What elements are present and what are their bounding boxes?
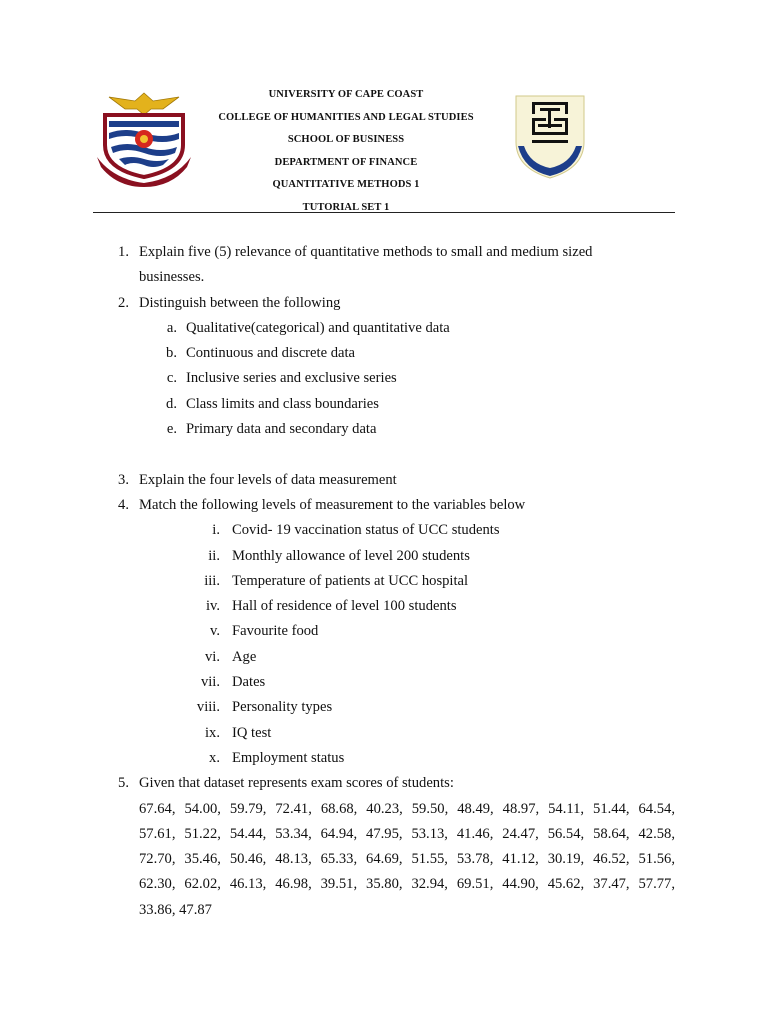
list-marker: iv.	[205, 598, 220, 615]
header-title-block	[200, 84, 492, 220]
list-item	[0, 746, 768, 771]
header-university: UNIVERSITY OF CAPE COAST	[268, 89, 424, 100]
list-item	[0, 316, 768, 341]
question-text: Given that dataset represents exam scores of students:	[139, 775, 454, 792]
question-text: Distinguish between the following	[139, 294, 341, 311]
list-item-text: Hall of residence of level 100 students	[232, 598, 457, 615]
question-number: 1.	[118, 244, 129, 260]
list-item	[0, 392, 768, 417]
spacer	[0, 442, 768, 467]
question-2	[0, 291, 768, 316]
list-item-text: Temperature of patients at UCC hospital	[232, 572, 469, 589]
question-text: Explain five (5) relevance of quantitative methods to small and medium sized	[139, 244, 593, 260]
list-item	[0, 670, 768, 695]
list-item	[0, 366, 768, 391]
question-text: businesses.	[139, 269, 205, 286]
list-marker: vi.	[205, 648, 220, 665]
question-1-continued	[0, 265, 768, 290]
list-item	[0, 341, 768, 366]
question-5	[0, 771, 768, 796]
list-marker: i.	[212, 522, 220, 539]
list-item	[0, 695, 768, 720]
list-item-text: Covid- 19 vaccination status of UCC students	[232, 522, 500, 539]
list-marker: viii.	[196, 699, 220, 716]
list-item	[0, 594, 768, 619]
list-item-text: Age	[232, 648, 257, 665]
list-marker: v.	[210, 623, 220, 640]
list-marker: c.	[166, 370, 177, 387]
list-item	[0, 569, 768, 594]
question-number: 2.	[118, 294, 129, 311]
list-item-text: Favourite food	[232, 623, 319, 640]
list-item-text: Monthly allowance of level 200 students	[232, 547, 470, 564]
list-marker: e.	[166, 421, 177, 438]
questions-list	[0, 240, 768, 923]
list-item	[0, 544, 768, 569]
score-line: 57.61, 51.22, 54.44, 53.34, 64.94, 47.95, 53.13, 41.46, 24.47, 56.54, 58.64, 42.58,	[139, 825, 675, 842]
list-marker: b.	[166, 345, 177, 362]
question-3	[0, 468, 768, 493]
score-values	[139, 797, 675, 923]
score-line: 62.30, 62.02, 46.13, 46.98, 39.51, 35.80, 32.94, 69.51, 44.90, 45.62, 37.47, 57.77,	[139, 876, 675, 893]
list-marker: ii.	[208, 547, 220, 564]
score-dataset	[0, 797, 768, 924]
question-1	[0, 240, 768, 265]
score-line: 67.64, 54.00, 59.79, 72.41, 68.68, 40.23, 59.50, 48.49, 48.97, 54.11, 51.44, 64.54,	[139, 800, 675, 817]
header-course: QUANTITATIVE METHODS 1	[272, 179, 420, 191]
document-header	[0, 84, 768, 214]
list-item-text: Personality types	[232, 699, 333, 716]
question-text: Match the following levels of measurement to the variables below	[139, 496, 526, 513]
list-item	[0, 645, 768, 670]
list-marker: x.	[209, 749, 220, 766]
question-number: 4.	[118, 496, 129, 513]
header-divider	[93, 212, 675, 213]
header-tutorial-set: TUTORIAL SET 1	[302, 201, 390, 213]
list-item-text: Continuous and discrete data	[186, 345, 356, 362]
question-number: 3.	[118, 471, 129, 488]
question-4	[0, 493, 768, 518]
list-item-text: IQ test	[232, 724, 272, 741]
header-department: DEPARTMENT OF FINANCE	[274, 156, 418, 168]
list-marker: iii.	[204, 572, 220, 589]
list-marker: a.	[166, 319, 177, 336]
college-emblem-logo	[510, 92, 590, 180]
list-item-text: Qualitative(categorical) and quantitative data	[186, 319, 450, 336]
list-item	[0, 417, 768, 442]
list-item	[0, 518, 768, 543]
list-item-text: Primary data and secondary data	[186, 421, 377, 438]
score-line: 33.86, 47.87	[139, 901, 212, 918]
list-marker: d.	[166, 395, 177, 412]
question-text: Explain the four levels of data measurement	[139, 471, 397, 488]
header-school: SCHOOL OF BUSINESS	[287, 134, 405, 146]
question-number: 5.	[118, 775, 129, 792]
header-college: COLLEGE OF HUMANITIES AND LEGAL STUDIES	[218, 111, 474, 123]
score-line: 72.70, 35.46, 50.46, 48.13, 65.33, 64.69, 51.55, 53.78, 41.12, 30.19, 46.52, 51.56,	[139, 851, 675, 868]
list-item-text: Dates	[232, 674, 266, 691]
list-item-text: Inclusive series and exclusive series	[186, 370, 397, 387]
university-crest-logo	[95, 87, 193, 187]
list-marker: vii.	[200, 674, 220, 691]
list-item-text: Employment status	[232, 749, 345, 766]
list-item	[0, 721, 768, 746]
list-marker: ix.	[205, 724, 220, 741]
list-item-text: Class limits and class boundaries	[186, 395, 379, 412]
list-item	[0, 619, 768, 644]
